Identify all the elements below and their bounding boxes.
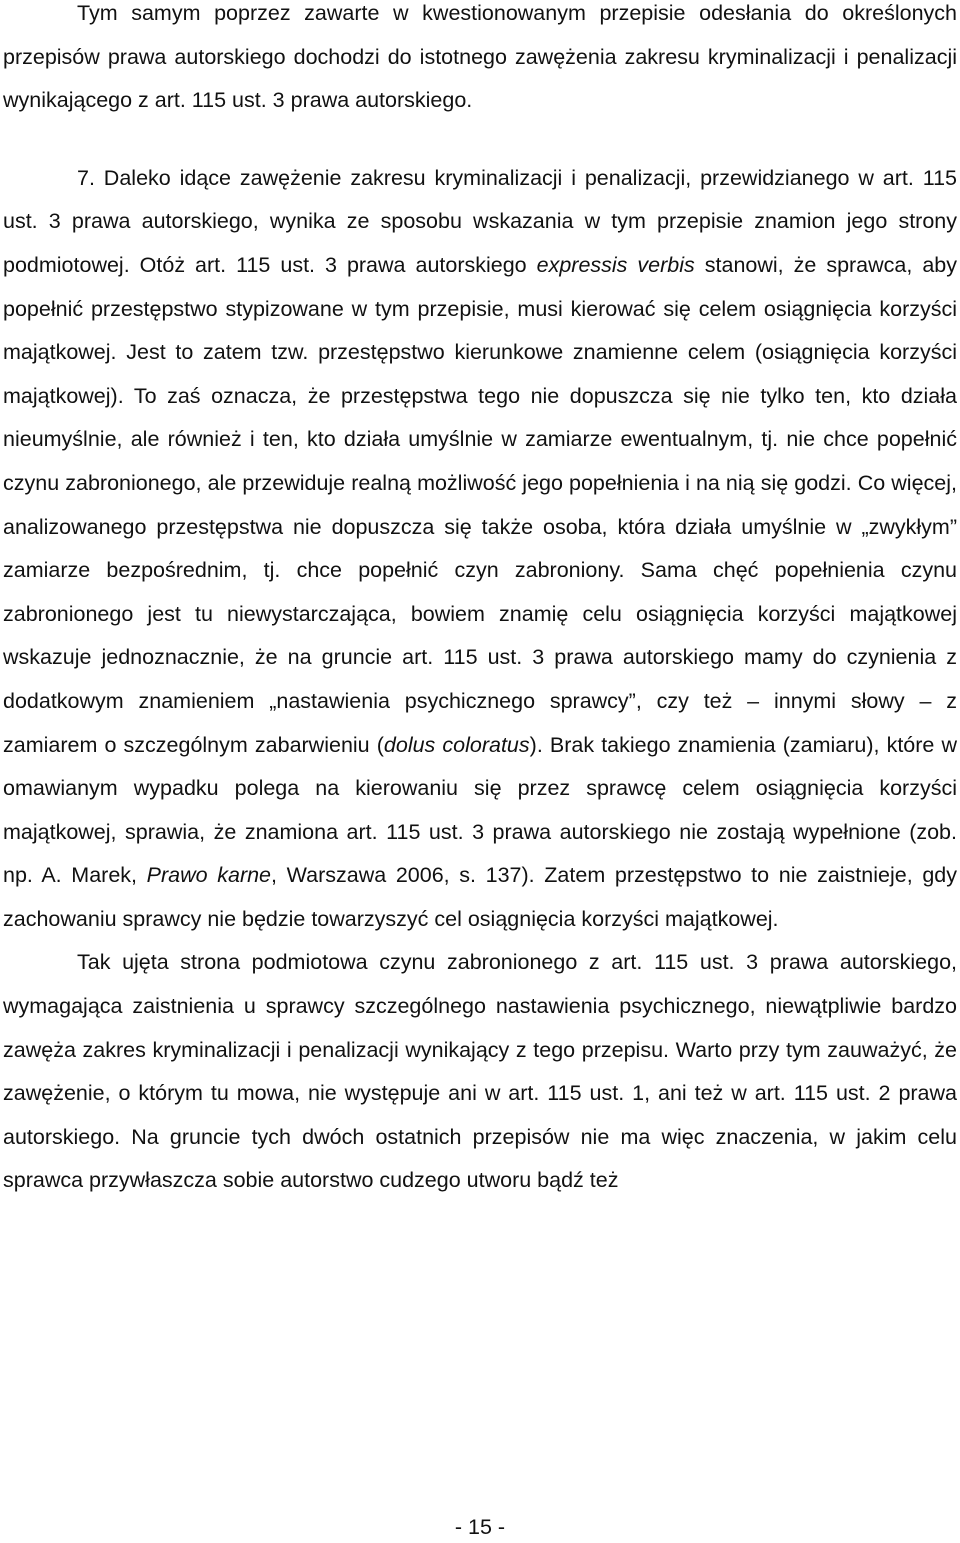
paragraph-2 [3, 157, 957, 942]
page-number: - 15 - [454, 1515, 506, 1539]
cited-book-title: Prawo karne [146, 863, 272, 888]
paragraph-2-text-a: 7. Daleko idące zawężenie zakresu kryminalizacji i penalizacji, przewidzianego w art. 115 ust. 3 prawa autorskiego, wynika ze sposobu wskazania w tym przepisie znamion jego strony podmiotowej. Otóż art. 115 ust. 3 prawa autorskiego [3, 165, 957, 277]
latin-term-dolus-coloratus: dolus coloratus [383, 732, 530, 757]
paragraph-2-text-d: , Warszawa 2006, s. 137). Zatem przestępstwo to nie zaistnieje, gdy zachowaniu sprawcy nie będzie towarzyszyć cel osiągnięcia korzyści majątkowej. [3, 863, 957, 931]
paragraph-3-text: Tak ujęta strona podmiotowa czynu zabronionego z art. 115 ust. 3 prawa autorskiego, wymagająca zaistnienia u sprawcy szczególnego nastawienia psychicznego, niewątpliwie bardzo zawęża zakres kryminalizacji i penalizacji wynikający z tego przepisu. Warto przy tym zauważyć, że zawężenie, o którym tu mowa, nie występuje ani w art. 115 ust. 1, ani też w art. 115 ust. 2 prawa autorskiego. Na gruncie tych dwóch ostatnich przepisów nie ma więc znaczenia, w jakim celu sprawca przywłaszcza sobie autorstwo cudzego utworu bądź też [3, 950, 957, 1193]
paragraph-1 [3, 0, 957, 123]
paragraph-2-text-c: ). Brak takiego znamienia (zamiaru), które w omawianym wypadku polega na kierowaniu się przez sprawcę celem osiągnięcia korzyści majątkowej, sprawia, że znamiona art. 115 ust. 3 prawa autorskiego nie zostają wypełnione (zob. np. A. Marek, [3, 732, 958, 888]
paragraph-2-text-b: stanowi, że sprawca, aby popełnić przestępstwo stypizowane w tym przepisie, musi kierować się celem osiągnięcia korzyści majątkowej. Jest to zatem tzw. przestępstwo kierunkowe znamienne celem (osiągnięcia korzyści majątkowej). To zaś oznacza, że przestępstwa tego nie dopuszcza się nie tylko ten, kto działa nieumyślnie, ale również i ten, kto działa umyślnie w zamiarze ewentualnym, tj. nie chce popełnić czynu zabronionego, ale przewiduje realną możliwość jego popełnienia i na nią się godzi. Co więcej, analizowanego przestępstwa nie dopuszcza się także osoba, która działa umyślnie w „zwykłym” zamiarze bezpośrednim, tj. chce popełnić czyn zabroniony. Sama chęć popełnienia czynu zabronionego jest tu niewystarczająca, bowiem znamię celu osiągnięcia korzyści majątkowej wskazuje jednoznacznie, że na gruncie art. 115 ust. 3 prawa autorskiego mamy do czynienia z dodatkowym znamieniem „nastawienia psychicznego sprawcy”, czy też – innymi słowy – z zamiarem o szczególnym zabarwieniu ( [3, 252, 957, 757]
document-page [3, 0, 957, 1203]
paragraph-3 [3, 941, 957, 1203]
latin-term-expressis-verbis: expressis verbis [536, 252, 695, 277]
paragraph-1-text: Tym samym poprzez zawarte w kwestionowanym przepisie odesłania do określonych przepisów prawa autorskiego dochodzi do istotnego zawężenia zakresu kryminalizacji i penalizacji wynikającego z art. 115 ust. 3 prawa autorskiego. [3, 1, 957, 113]
